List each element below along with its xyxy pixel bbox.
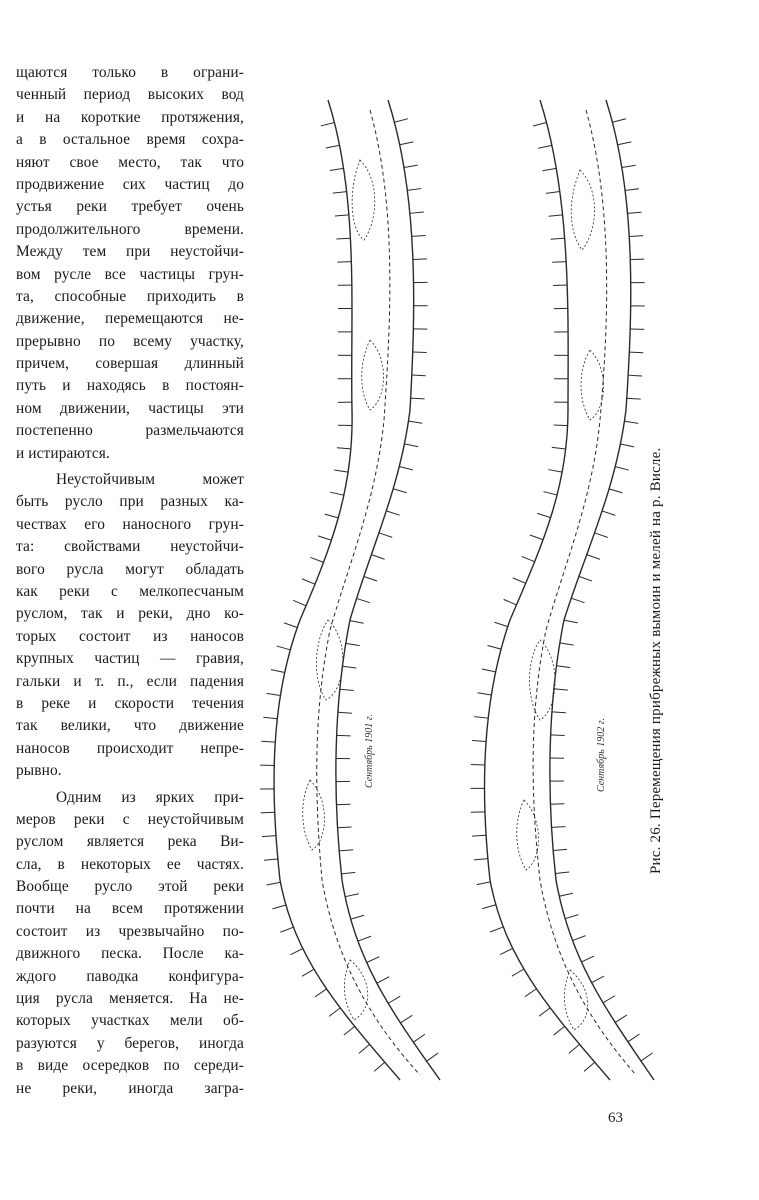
- groyne-mark: [315, 989, 327, 997]
- groyne-mark: [333, 192, 347, 194]
- text-line: Между тем при неустойчи-: [16, 243, 244, 261]
- text-line: так велики, что движение: [16, 717, 244, 735]
- groyne-mark: [546, 192, 560, 194]
- groynes-1901: [260, 119, 438, 1072]
- groyne-mark: [342, 666, 356, 668]
- thalweg-line: [533, 110, 636, 1075]
- groyne-mark: [628, 1034, 640, 1042]
- groyne-mark: [277, 646, 290, 650]
- groyne-mark: [603, 996, 615, 1003]
- shoal-contour: [564, 970, 587, 1030]
- groyne-mark: [407, 189, 421, 191]
- groyne-mark: [494, 622, 507, 626]
- groyne-mark: [400, 142, 414, 145]
- text-line: Вообще русло этой реки: [16, 878, 244, 896]
- groyne-mark: [624, 421, 638, 423]
- groyne-mark: [556, 666, 570, 668]
- text-line: та, способные приходить в: [16, 287, 244, 305]
- shoal-contour: [352, 160, 375, 240]
- groyne-mark: [584, 1062, 595, 1071]
- shoal-contour: [344, 960, 367, 1020]
- groyne-mark: [412, 375, 426, 376]
- groyne-mark: [544, 492, 558, 495]
- groyne-mark: [474, 859, 488, 860]
- groyne-mark: [334, 470, 348, 472]
- text-line: ном движении, частицы эти: [16, 399, 244, 417]
- paragraph-3: [16, 787, 244, 1100]
- groyne-mark: [310, 557, 323, 562]
- text-line: руслом является река Ви-: [16, 833, 244, 851]
- groyne-mark: [488, 646, 502, 650]
- groyne-mark: [551, 735, 565, 736]
- thalweg-line: [317, 110, 420, 1075]
- text-line: ченный период высоких вод: [16, 86, 244, 104]
- groyne-mark: [472, 835, 486, 836]
- groyne-mark: [581, 956, 594, 962]
- groyne-mark: [399, 466, 413, 469]
- shoal-contour: [517, 800, 539, 870]
- text-line: торых состоит из наносов: [16, 627, 244, 645]
- groyne-mark: [341, 872, 355, 873]
- groyne-mark: [525, 989, 537, 997]
- groyne-mark: [411, 398, 425, 399]
- groyne-mark: [629, 352, 643, 353]
- groyne-mark: [552, 262, 566, 263]
- text-line: постепенно размельчаются: [16, 422, 244, 440]
- groyne-mark: [326, 145, 340, 148]
- groyne-mark: [364, 576, 377, 581]
- groyne-mark: [504, 599, 517, 605]
- groyne-mark: [261, 741, 275, 742]
- groyne-mark: [271, 670, 285, 673]
- groyne-mark: [408, 421, 422, 423]
- groyne-mark: [537, 513, 550, 517]
- shoal-contour: [303, 780, 325, 850]
- paragraph-1: [16, 62, 244, 465]
- groyne-mark: [358, 936, 371, 941]
- groyne-mark: [359, 1044, 370, 1053]
- groyne-mark: [404, 444, 418, 447]
- text-line: наносов происходит непре-: [16, 739, 244, 757]
- text-line: и истираются.: [16, 444, 110, 462]
- groyne-mark: [587, 555, 600, 560]
- shoal-contour: [530, 640, 556, 720]
- groyne-mark: [388, 996, 400, 1003]
- groyne-mark: [302, 579, 315, 584]
- shoal-contour: [581, 350, 604, 420]
- groyne-mark: [615, 467, 629, 470]
- text-line: быть русло при разных ка-: [16, 493, 244, 511]
- groyne-mark: [340, 689, 354, 690]
- groyne-mark: [367, 957, 380, 963]
- text-line: как реки с мелкопесчаным: [16, 582, 244, 600]
- groyne-mark: [555, 872, 569, 873]
- groyne-mark: [571, 598, 584, 603]
- groyne-mark: [404, 165, 418, 167]
- text-line: почти на всем протяжении: [16, 900, 244, 918]
- groyne-mark: [551, 238, 565, 239]
- groyne-mark: [628, 375, 642, 376]
- text-line: причем, совершая длинный: [16, 355, 244, 373]
- river-maps-figure: [250, 80, 710, 1100]
- text-line: продолжительного времени.: [16, 220, 244, 238]
- groyne-mark: [346, 643, 360, 645]
- groyne-mark: [618, 142, 632, 145]
- river-bank-west: [485, 100, 610, 1080]
- text-line: рывно.: [16, 762, 62, 780]
- groyne-mark: [482, 669, 496, 672]
- shoal-contour: [316, 620, 342, 700]
- groyne-mark: [538, 145, 552, 148]
- groyne-mark: [530, 535, 543, 540]
- groyne-mark: [554, 1026, 565, 1035]
- groyne-mark: [284, 623, 297, 628]
- groyne-mark: [329, 1008, 340, 1016]
- groyne-mark: [337, 448, 351, 449]
- groyne-mark: [539, 1008, 550, 1016]
- groyne-mark: [338, 712, 352, 713]
- text-line: щаются только в ограни-: [16, 64, 244, 81]
- groyne-mark: [552, 447, 566, 449]
- groyne-mark: [302, 969, 314, 976]
- figure-caption: Рис. 26. Перемещения прибрежных вымоин и мелей на р. Висле.: [648, 447, 664, 874]
- groyne-mark: [500, 948, 513, 954]
- groyne-mark: [410, 212, 424, 213]
- groyne-mark: [477, 882, 491, 885]
- groyne-mark: [513, 578, 526, 583]
- groyne-mark: [345, 894, 359, 897]
- text-line: ция русла меняется. На не-: [16, 990, 244, 1008]
- groyne-mark: [474, 717, 488, 719]
- groyne-mark: [337, 735, 351, 736]
- text-line: руслом, так и реки, дно ко-: [16, 605, 244, 623]
- groyne-mark: [629, 236, 643, 237]
- groyne-mark: [559, 893, 573, 896]
- text-line: движного песка. После ка-: [16, 945, 244, 963]
- text-line: и на короткие протяжения,: [16, 108, 244, 126]
- groyne-mark: [620, 444, 634, 447]
- groyne-mark: [641, 1053, 653, 1061]
- river-map-1902: [485, 100, 654, 1080]
- groyne-mark: [290, 949, 303, 955]
- groyne-mark: [553, 849, 567, 850]
- text-line: сла, в некоторых ее частях.: [16, 855, 244, 873]
- groyne-mark: [490, 927, 503, 932]
- text-line: состоит из чрезвычайно по-: [16, 922, 244, 940]
- river-maps-drawing: [250, 80, 710, 1100]
- groyne-mark: [412, 235, 426, 236]
- text-line: вого русла могут обладать: [16, 560, 244, 578]
- groyne-mark: [615, 1015, 627, 1023]
- groyne-mark: [627, 398, 641, 399]
- groyne-mark: [374, 1062, 385, 1071]
- groyne-mark: [262, 836, 276, 837]
- text-line: которых участках мели об-: [16, 1012, 244, 1030]
- groyne-mark: [512, 969, 524, 976]
- groyne-mark: [548, 470, 562, 473]
- text-line: вом русле все частицы грун-: [16, 265, 244, 283]
- text-line: чествах его наносного грун-: [16, 515, 244, 533]
- groyne-mark: [318, 536, 331, 540]
- groyne-mark: [482, 905, 495, 909]
- text-line: гальки и т. п., если падения: [16, 672, 244, 690]
- text-line: Одним из ярких при-: [56, 788, 244, 806]
- groyne-mark: [554, 425, 568, 426]
- groyne-mark: [371, 555, 384, 560]
- groyne-mark: [335, 215, 349, 216]
- groyne-mark: [552, 827, 566, 828]
- groyne-mark: [427, 1053, 438, 1061]
- groyne-mark: [330, 168, 344, 170]
- shoal-contour: [362, 340, 384, 410]
- text-line: а в остальное время сохра-: [16, 131, 244, 149]
- groyne-mark: [609, 489, 622, 493]
- groyne-mark: [263, 717, 277, 719]
- text-line: прерывно по всему участку,: [16, 332, 244, 350]
- text-line: та: свойствами неустойчи-: [16, 538, 244, 556]
- groyne-mark: [478, 693, 492, 695]
- paragraph-2: [16, 469, 244, 782]
- groyne-mark: [560, 643, 574, 645]
- text-line: ждого паводка конфигура-: [16, 967, 244, 985]
- text-line: крупных частиц — гравия,: [16, 650, 244, 668]
- groyne-mark: [339, 850, 353, 851]
- groyne-mark: [377, 977, 389, 984]
- groyne-mark: [592, 976, 604, 983]
- groyne-mark: [272, 905, 285, 909]
- text-line: разуются у берегов, иногда: [16, 1034, 244, 1052]
- map-left-label: Сентябрь 1901 г.: [364, 714, 375, 788]
- groyne-mark: [552, 712, 566, 713]
- groyne-mark: [338, 827, 352, 828]
- groyne-mark: [550, 804, 564, 805]
- groyne-mark: [625, 189, 639, 191]
- groyne-mark: [572, 936, 585, 941]
- shoal-contour: [571, 170, 594, 250]
- groyne-mark: [264, 859, 278, 860]
- page-number: 63: [608, 1110, 623, 1126]
- groyne-mark: [533, 123, 547, 127]
- groyne-mark: [472, 741, 486, 742]
- groyne-mark: [413, 1034, 425, 1042]
- groyne-mark: [379, 533, 392, 538]
- groyne-mark: [543, 168, 557, 170]
- text-line: движение, перемещаются не-: [16, 310, 244, 328]
- groynes-1902: [471, 119, 653, 1072]
- groyne-mark: [267, 693, 281, 695]
- groyne-mark: [350, 621, 364, 624]
- groyne-mark: [386, 511, 399, 515]
- groyne-mark: [628, 212, 642, 213]
- groyne-mark: [325, 514, 338, 518]
- groyne-mark: [595, 533, 608, 538]
- text-line: в виде осередков по середи-: [16, 1057, 244, 1075]
- groyne-mark: [394, 119, 408, 123]
- body-text-column: [16, 62, 244, 1100]
- groyne-mark: [261, 812, 275, 813]
- groyne-mark: [336, 804, 350, 805]
- groyne-mark: [280, 927, 293, 932]
- groyne-mark: [344, 1026, 355, 1035]
- groyne-mark: [330, 492, 344, 495]
- groyne-mark: [336, 238, 350, 239]
- groyne-mark: [293, 600, 306, 605]
- groyne-mark: [554, 689, 568, 690]
- groyne-mark: [569, 1044, 580, 1053]
- groyne-mark: [622, 165, 636, 167]
- river-bank-east: [336, 100, 440, 1080]
- groyne-mark: [579, 576, 592, 581]
- groyne-mark: [413, 259, 427, 260]
- groyne-mark: [357, 598, 370, 602]
- text-line: продвижение сих частиц до: [16, 175, 244, 193]
- text-line: меров реки с неустойчивым: [16, 810, 244, 828]
- groyne-mark: [321, 123, 335, 126]
- groyne-mark: [400, 1015, 412, 1023]
- text-line: няют свое место, так что: [16, 153, 244, 171]
- text-line: путь и находясь в постоян-: [16, 377, 244, 395]
- river-map-1901: [274, 100, 440, 1080]
- groyne-mark: [565, 915, 578, 919]
- groyne-mark: [267, 882, 281, 885]
- text-line: устья реки требует очень: [16, 198, 244, 216]
- groyne-mark: [612, 119, 626, 123]
- groyne-mark: [602, 511, 615, 515]
- groyne-mark: [564, 620, 578, 623]
- map-right-label: Сентябрь 1902 г.: [596, 718, 607, 792]
- river-bank-west: [274, 100, 400, 1080]
- groyne-mark: [549, 215, 563, 216]
- groyne-mark: [393, 489, 406, 493]
- groyne-mark: [522, 556, 535, 561]
- text-line: Неустойчивым может: [56, 471, 244, 489]
- text-line: не реки, иногда загра-: [16, 1079, 244, 1097]
- text-line: в реке и скорости течения: [16, 694, 244, 712]
- groyne-mark: [351, 915, 364, 919]
